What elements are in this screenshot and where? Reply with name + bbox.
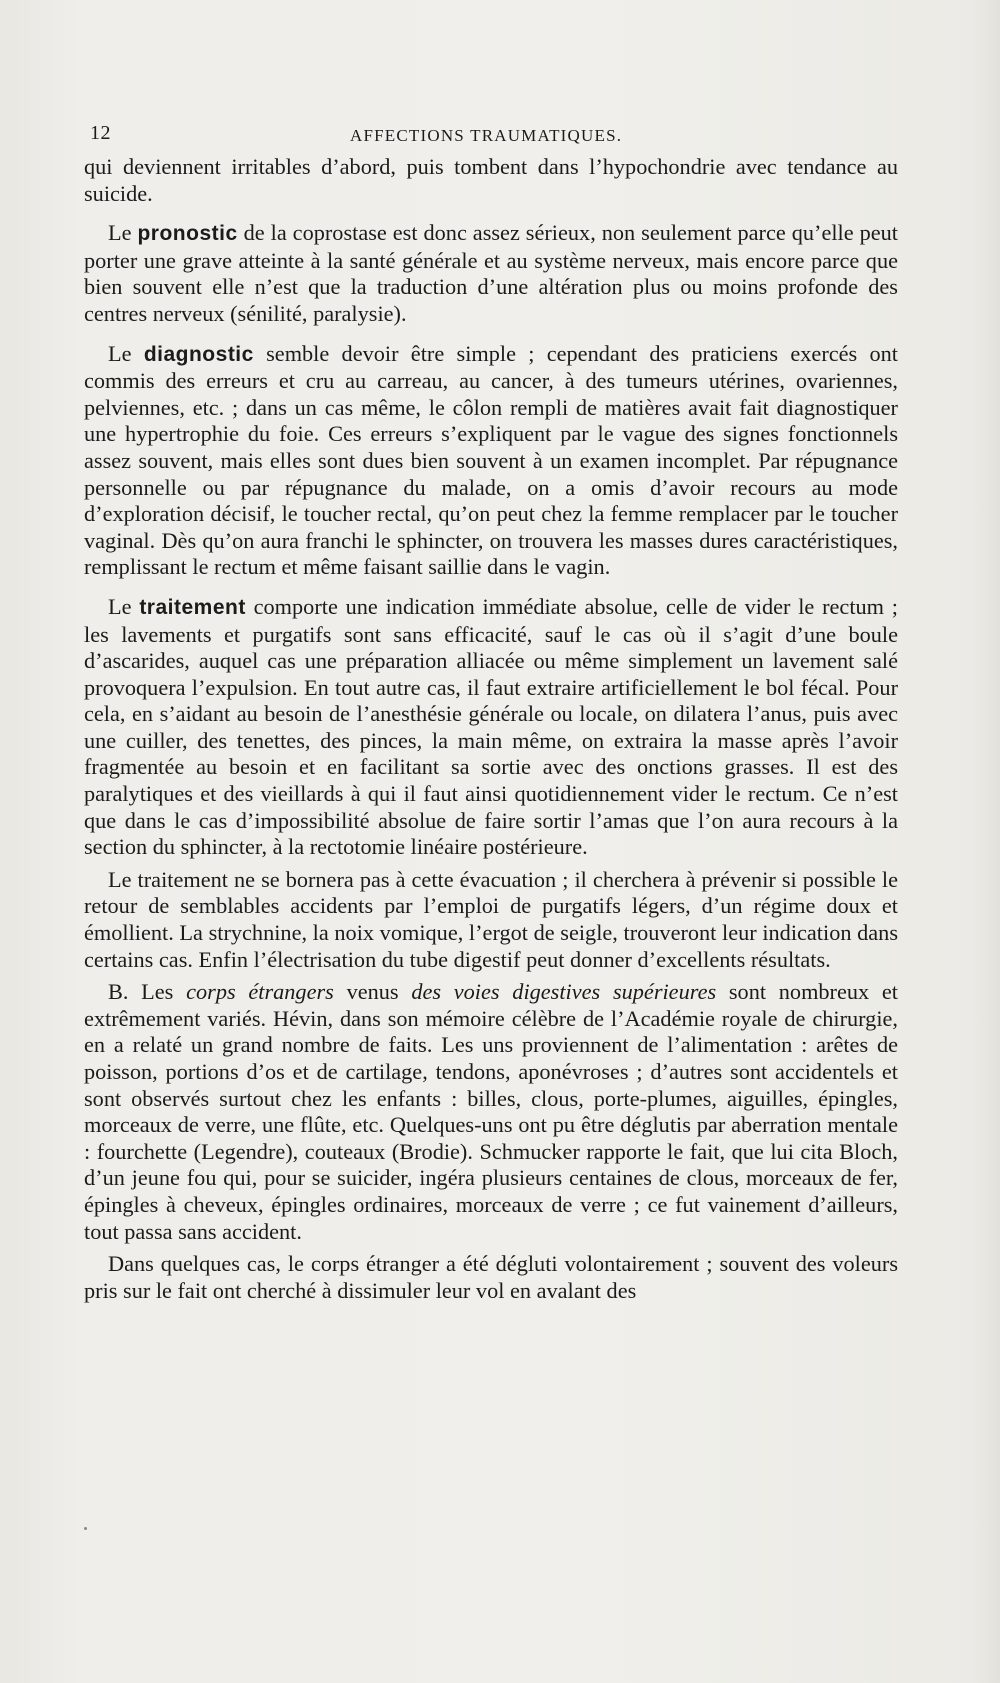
page-header [90, 122, 898, 152]
paragraph-text: semble devoir être simple ; cependant des praticiens exercés ont commis des erreurs et cru au carreau, au cancer, à des tumeurs utérines, ovariennes, pelviennes, etc. ; dans un cas même, le côlon rempli de matières avait fait diagnostiquer une hypertrophie du foie. Ces erreurs s’expliquent par le vague des signes fonctionnels assez souvent, mais elles sont dues bien souvent à un examen incomplet. Par répugnance personnelle ou par répugnance du malade, on a omis d’avoir recours au mode d’exploration décisif, le toucher rectal, qu’on peut chez la femme remplacer par le toucher vaginal. Dès qu’on aura franchi le sphincter, on trouvera les masses dures caractéristiques, remplissant le rectum et même faisant saillie dans le vagin. [84, 340, 898, 580]
body-text [84, 154, 898, 1304]
paragraph-diagnostic [84, 341, 898, 581]
page-edge-shadow [972, 0, 1000, 1683]
paragraph-lead: Le [108, 340, 144, 366]
italic-corps-etrangers: corps étrangers [186, 979, 334, 1005]
paragraph-traitement-prevention [84, 867, 898, 973]
keyword-diagnostic: diagnostic [143, 342, 254, 366]
paragraph-text: comporte une indication immédiate absolue, celle de vider le rectum ; les lavements et purgatifs sont sans efficacité, sauf le cas où il s’agit d’une boule d’ascarides, auquel cas une préparation alliacée ou même simplement un lavement salé provoquera l’expulsion. En tout autre cas, il faut extraire artificiellement le bol fécal. Pour cela, en s’aidant au besoin de l’anesthésie générale ou locale, on dilatera l’anus, puis avec une cuiller, des tenettes, des pinces, la main même, on extraira la masse après l’avoir fragmentée au besoin et en facilitant sa sortie avec des onctions grasses. Il est des paralytiques et des vieillards à qui il faut ainsi quotidiennement vider le rectum. Ce n’est que dans le cas d’impossibilité absolue de faire sortir l’amas que l’on aura recours à la section du sphincter, à la rectotomie linéaire postérieure. [84, 593, 899, 860]
paragraph-text: sont nombreux et extrêmement variés. Hévin, dans son mémoire célèbre de l’Académie royale de chirurgie, en a relaté un grand nombre de faits. Les uns proviennent de l’alimentation : arêtes de poisson, portions d’os et de cartilage, tendons, aponévroses ; d’autres sont accidentels et sont observés surtout chez les enfants : billes, clous, porte-plumes, aiguilles, épingles, morceaux de verre, une flûte, etc. Quelques-uns ont pu être déglutis par aberration mentale : fourchette (Legendre), couteaux (Brodie). Schmucker rapporte le fait, que lui cita Bloch, d’un jeune fou qui, pour se suicider, ingéra plusieurs centaines de clous, morceaux de fer, épingles à cheveux, épingles ordinaires, morceaux de verre ; ce fut vainement d’ailleurs, tout passa sans accident. [84, 979, 898, 1244]
paragraph-text: Dans quelques cas, le corps étranger a été dégluti volontairement ; souvent des voleurs pris sur le fait ont cherché à dissimuler leur vol en avalant des [84, 1251, 898, 1303]
keyword-traitement: traitement [139, 595, 246, 619]
paragraph-deglutition-volontaire [84, 1251, 898, 1304]
paragraph-pronostic [84, 220, 898, 327]
paragraph-suicide-continuation [84, 154, 898, 207]
paragraph-mid: venus [333, 979, 412, 1005]
paragraph-corps-etrangers [84, 979, 898, 1245]
page-number: 12 [90, 122, 111, 144]
italic-voies-digestives: des voies digestives supérieures [411, 979, 717, 1005]
paragraph-text: Le traitement ne se bornera pas à cette évacuation ; il cherchera à prévenir si possible le retour de semblables accidents par l’emploi de purgatifs légers, d’un régime doux et émollient. La strychnine, la noix vomique, l’ergot de seigle, trouveront leur indication dans certains cas. Enfin l’électrisation du tube digestif peut donner d’excellents résultats. [84, 866, 898, 972]
running-head: AFFECTIONS TRAUMATIQUES. [350, 126, 623, 145]
keyword-pronostic: pronostic [137, 222, 238, 246]
paragraph-lead: B. Les [108, 979, 187, 1005]
paper-speck [84, 1527, 87, 1530]
paragraph-text: qui deviennent irritables d’abord, puis tombent dans l’hypochondrie avec tendance au suicide. [84, 154, 898, 206]
paragraph-traitement [84, 594, 898, 861]
paragraph-text: de la coprostase est donc assez sérieux, non seulement parce qu’elle peut porter une grave atteinte à la santé générale et au système nerveux, mais encore parce que bien souvent elle n’est que la traduction d’une altération plus ou moins profonde des centres nerveux (sénilité, paralysie). [84, 220, 898, 326]
paragraph-lead: Le [108, 593, 140, 619]
paragraph-lead: Le [108, 220, 138, 246]
